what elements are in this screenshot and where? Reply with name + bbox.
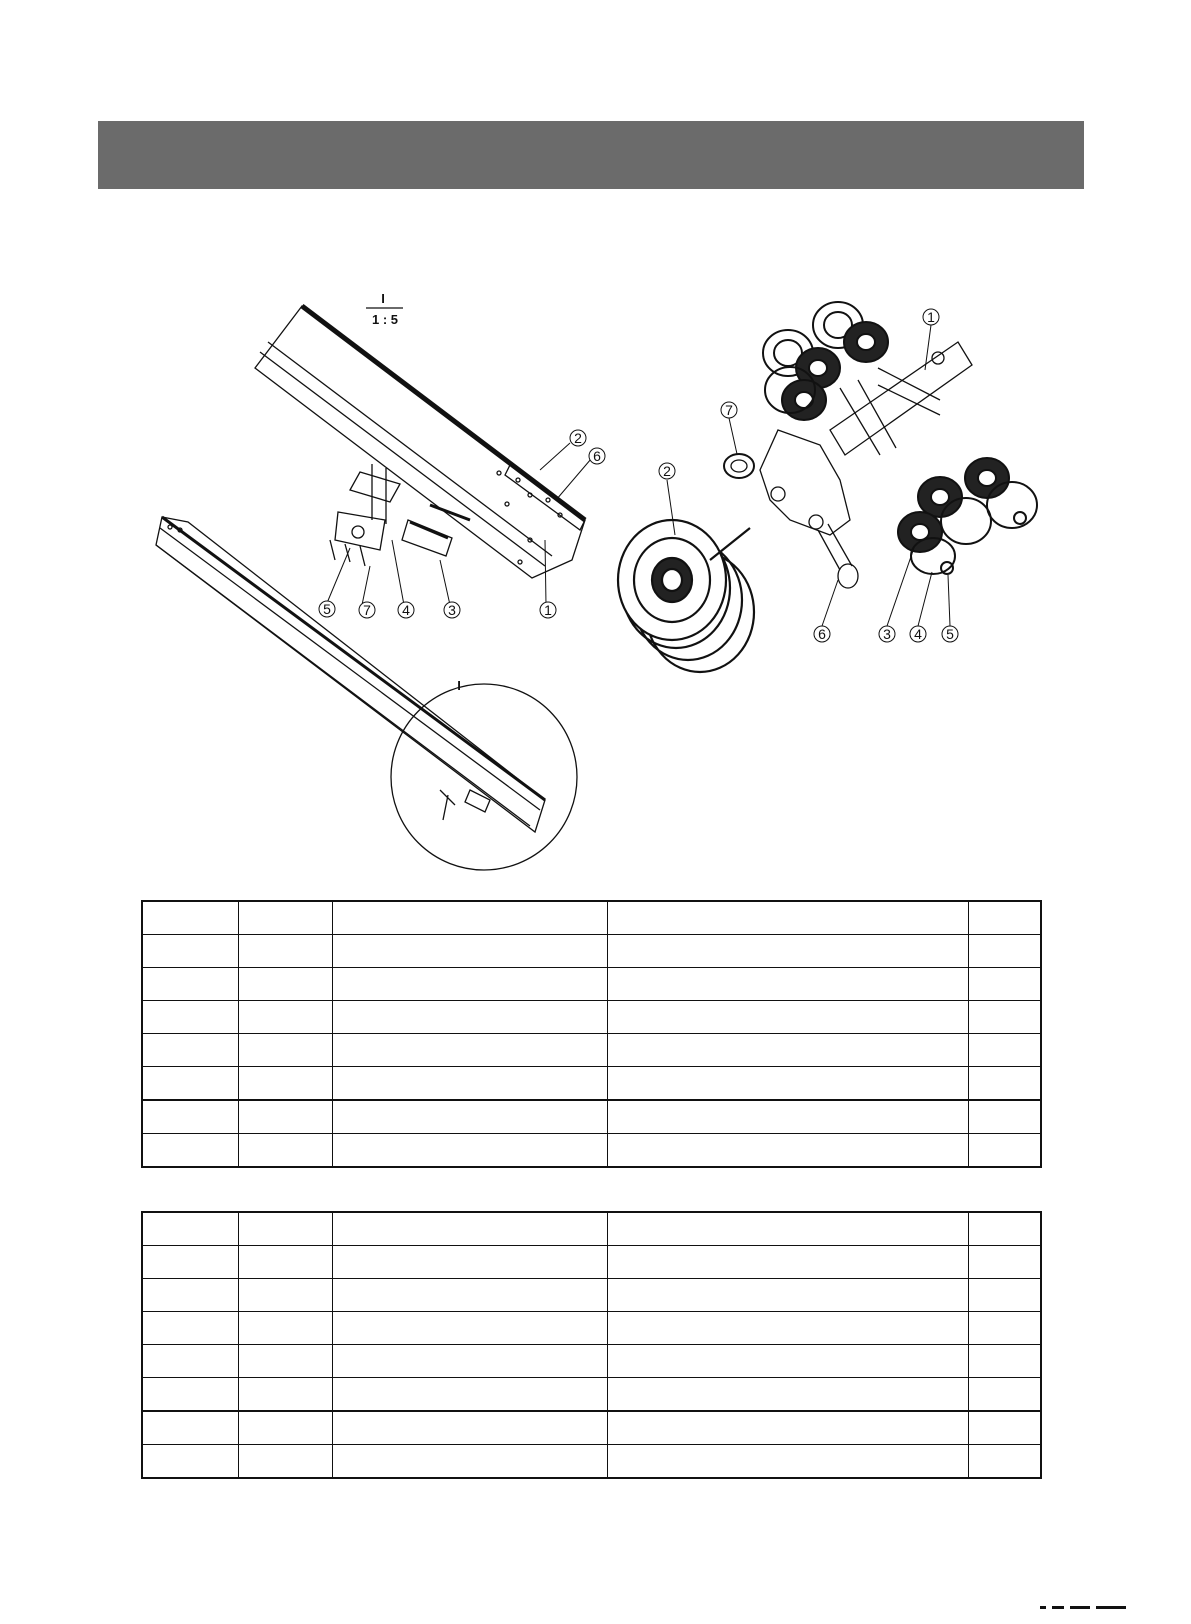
table-cell [607,1345,969,1378]
footer-marks [1040,1606,1190,1616]
left-callout-5: 5 [323,601,331,617]
table-cell [969,1001,1041,1034]
table-cell [142,1445,238,1479]
table-cell [969,968,1041,1001]
table-cell [969,1067,1041,1101]
table-cell [333,901,607,935]
table-cell [607,935,969,968]
table-cell [607,1445,969,1479]
table-row [142,1378,1041,1412]
right-callout-1: 1 [927,309,935,325]
table-cell [238,1001,332,1034]
table-cell [969,901,1041,935]
parts-table-right-assembly [141,1211,1042,1479]
table-cell [969,1134,1041,1168]
table-cell [238,935,332,968]
table-cell [238,1100,332,1134]
table-cell [238,1246,332,1279]
table-cell [142,1212,238,1246]
table-cell [142,1411,238,1445]
large-roller [618,520,754,672]
table-cell [333,935,607,968]
table-cell [142,1034,238,1067]
table-cell [238,1312,332,1345]
table-row [142,1100,1041,1134]
table-cell [238,1445,332,1479]
table-cell [333,1411,607,1445]
table-cell [969,1378,1041,1412]
table-cell [333,1134,607,1168]
table-cell [142,1246,238,1279]
table-cell [607,1067,969,1101]
table-cell [333,1378,607,1412]
table-cell [607,1312,969,1345]
table-cell [142,968,238,1001]
table-cell [607,901,969,935]
table-cell [142,1279,238,1312]
table-cell [333,1279,607,1312]
scale-note [366,291,403,327]
table-row [142,968,1041,1001]
table-cell [142,901,238,935]
table-cell [142,1100,238,1134]
table-cell [969,1100,1041,1134]
circle-detail-marker: I [457,678,461,693]
table-cell [333,1100,607,1134]
table-cell [333,1445,607,1479]
table-cell [607,1001,969,1034]
right-callout-3: 3 [883,626,891,642]
table-cell [969,1312,1041,1345]
table-cell [607,1134,969,1168]
table-cell [333,1001,607,1034]
table-cell [142,935,238,968]
table-cell [238,1279,332,1312]
left-beam-assembly [255,306,585,578]
table-cell [333,1212,607,1246]
table-cell [969,1279,1041,1312]
right-callout-7: 7 [725,402,733,418]
table-cell [142,1001,238,1034]
table-cell [607,1279,969,1312]
table-cell [969,1345,1041,1378]
table-cell [238,1345,332,1378]
table-cell [607,1100,969,1134]
right-callout-5: 5 [946,626,954,642]
table-cell [142,1345,238,1378]
table-cell [238,901,332,935]
table-cell [142,1067,238,1101]
table-row [142,1246,1041,1279]
right-callout-2: 2 [663,463,671,479]
table-row [142,1411,1041,1445]
table-cell [142,1312,238,1345]
scale-label: 1 : 5 [371,312,399,327]
table-row [142,1445,1041,1479]
left-callout-3: 3 [448,602,456,618]
table-cell [969,1246,1041,1279]
table-cell [333,1246,607,1279]
left-callout-2: 2 [574,430,582,446]
table-cell [333,1067,607,1101]
right-callout-6: 6 [818,626,826,642]
table-row [142,901,1041,935]
table-cell [969,935,1041,968]
table-cell [607,1212,969,1246]
left-callout-7: 7 [363,602,371,618]
left-callout-4: 4 [402,602,410,618]
left-callout-6: 6 [593,448,601,464]
table-cell [238,968,332,1001]
table-row [142,1034,1041,1067]
detail-marker-label: I [381,291,385,306]
table-cell [607,968,969,1001]
table-cell [969,1212,1041,1246]
lower-wheel-cluster [898,458,1037,574]
table-cell [238,1378,332,1412]
table-cell [333,1345,607,1378]
table-cell [969,1411,1041,1445]
table-row [142,1067,1041,1101]
table-row [142,1134,1041,1168]
right-trolley-assembly [618,302,1037,672]
table-cell [238,1034,332,1067]
table-cell [607,1034,969,1067]
long-rail-assembly [156,517,545,832]
table-row [142,1001,1041,1034]
parts-table-left-assembly [141,900,1042,1168]
table-row [142,1212,1041,1246]
left-callout-1: 1 [544,602,552,618]
table-row [142,1345,1041,1378]
table-cell [238,1212,332,1246]
table-row [142,1279,1041,1312]
table-cell [142,1134,238,1168]
table-cell [607,1246,969,1279]
table-cell [969,1445,1041,1479]
table-cell [607,1378,969,1412]
table-cell [333,1034,607,1067]
table-cell [969,1034,1041,1067]
table-row [142,935,1041,968]
table-cell [238,1411,332,1445]
table-cell [333,968,607,1001]
table-cell [238,1067,332,1101]
right-callout-4: 4 [914,626,922,642]
table-row [142,1312,1041,1345]
table-cell [333,1312,607,1345]
table-cell [607,1411,969,1445]
table-cell [142,1378,238,1412]
table-cell [238,1134,332,1168]
